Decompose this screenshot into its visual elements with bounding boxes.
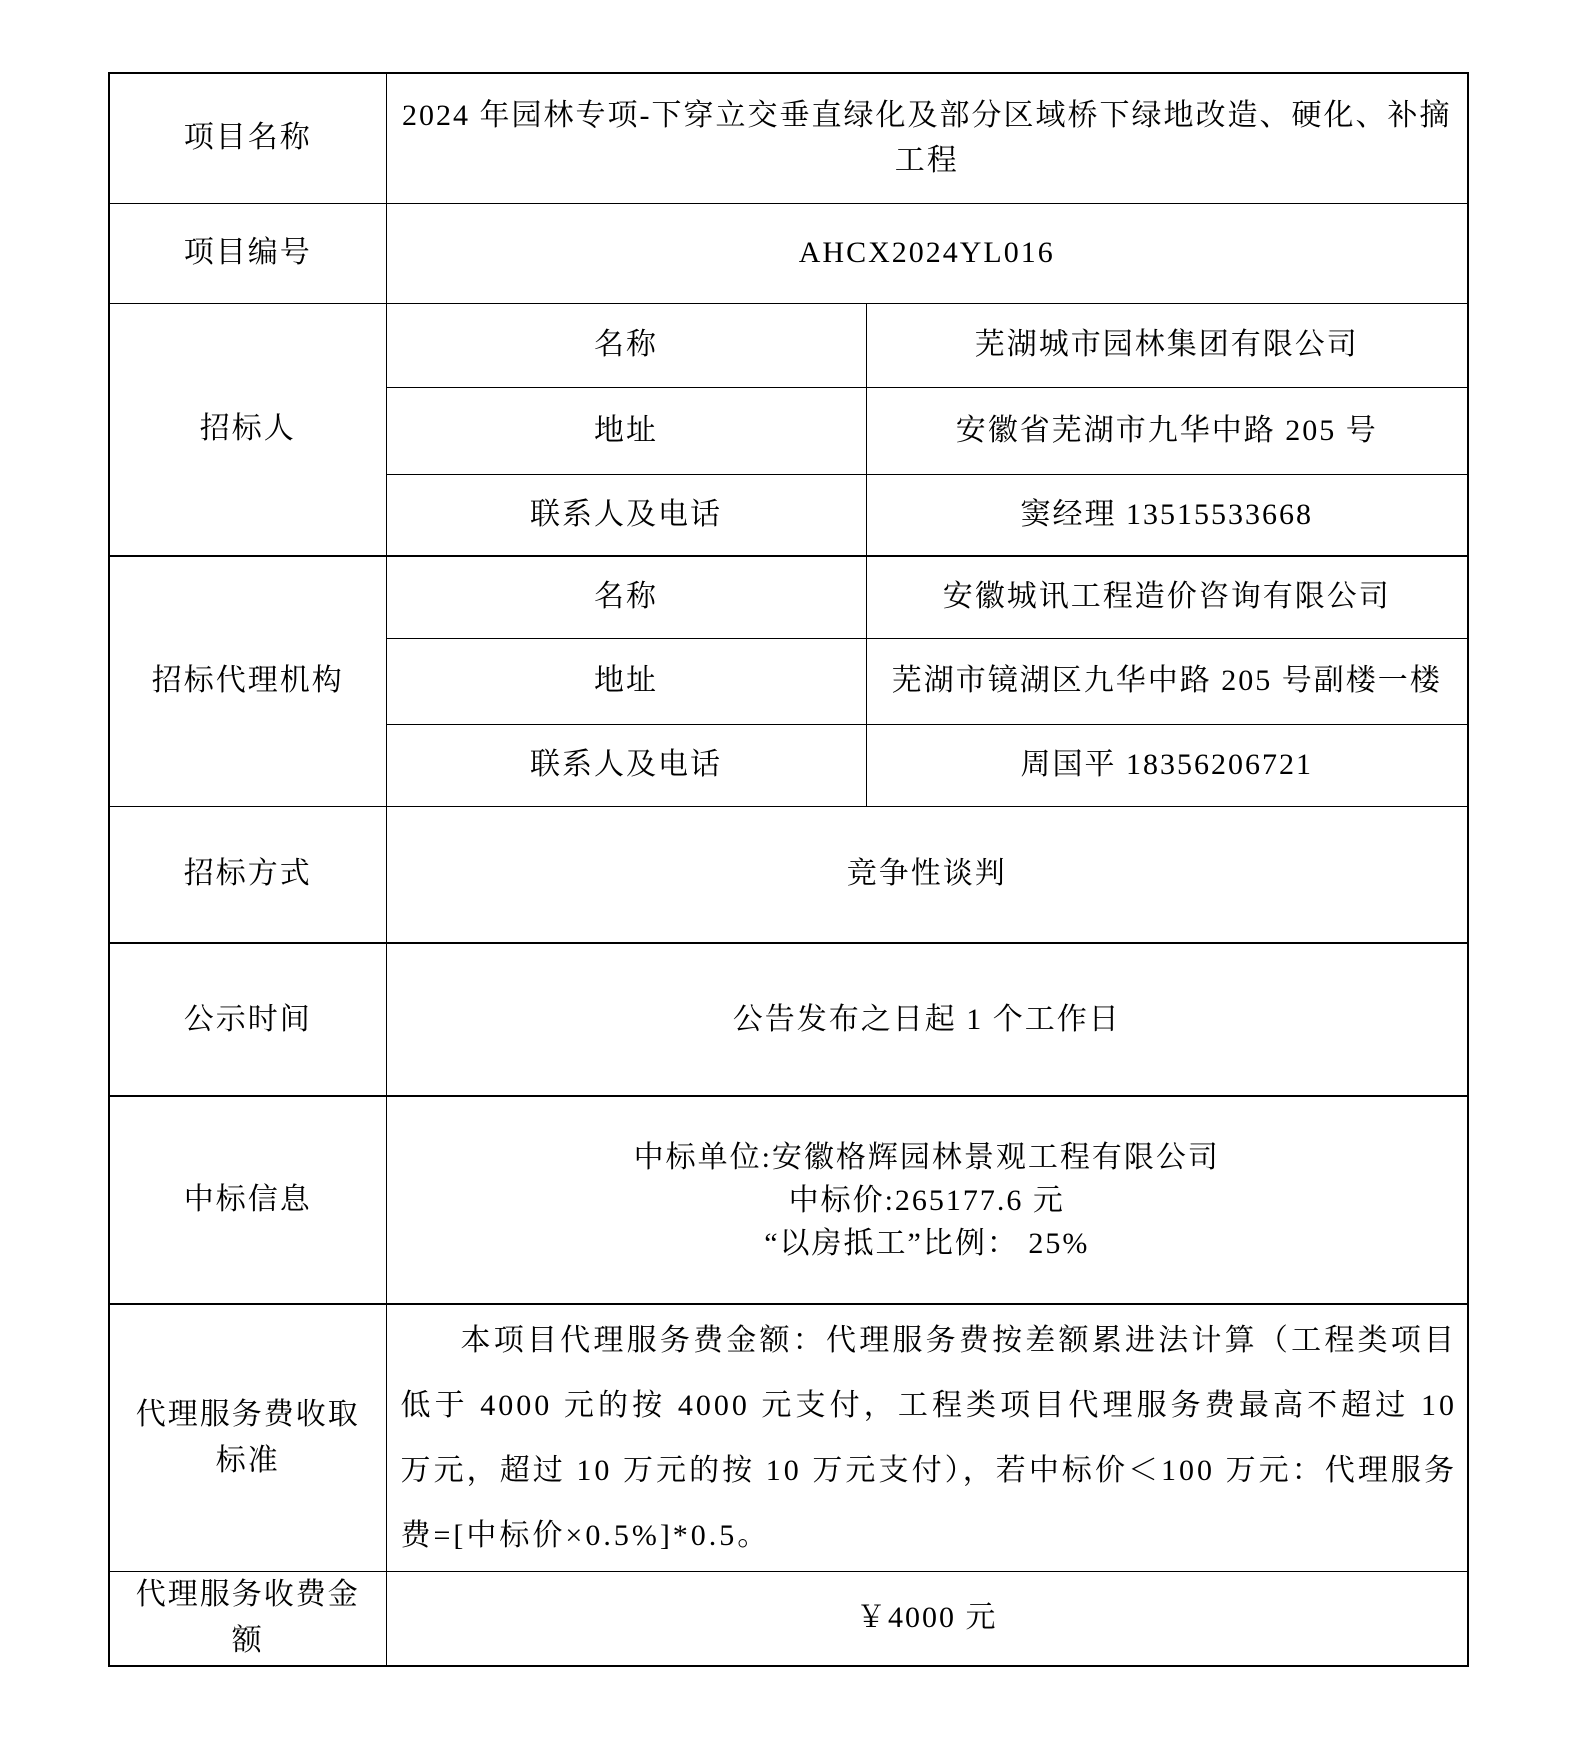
fee-amount-value: ￥4000 元 — [386, 1571, 1468, 1666]
agency-address-value: 芜湖市镜湖区九华中路 205 号副楼一楼 — [866, 638, 1468, 724]
award-info — [386, 1096, 1468, 1304]
row-method — [109, 806, 1468, 943]
agency-name-value: 安徽城讯工程造价咨询有限公司 — [866, 556, 1468, 638]
row-project-name — [109, 73, 1468, 203]
award-price-line: 中标价:265177.6 元 — [788, 1183, 1065, 1217]
row-project-no — [109, 203, 1468, 303]
fee-amount-label: 代理服务收费金额 — [109, 1571, 386, 1666]
tenderer-contact-value: 窦经理 13515533668 — [866, 474, 1468, 556]
agency-address-label: 地址 — [386, 638, 866, 724]
tenderer-label: 招标人 — [109, 303, 386, 556]
fee-standard-label: 代理服务费收取标准 — [109, 1304, 386, 1571]
row-tenderer-name — [109, 303, 1468, 387]
award-ratio-line: “以房抵工”比例： 25% — [764, 1226, 1090, 1260]
method-label: 招标方式 — [109, 806, 386, 943]
tenderer-name-value: 芜湖城市园林集团有限公司 — [866, 303, 1468, 387]
project-name-label: 项目名称 — [109, 73, 386, 203]
row-agency-name — [109, 556, 1468, 638]
row-publicity — [109, 943, 1468, 1096]
award-label: 中标信息 — [109, 1096, 386, 1304]
project-no-label: 项目编号 — [109, 203, 386, 303]
row-fee-standard — [109, 1304, 1468, 1571]
row-fee-amount — [109, 1571, 1468, 1666]
project-no-value: AHCX2024YL016 — [386, 203, 1468, 303]
tenderer-address-value: 安徽省芜湖市九华中路 205 号 — [866, 387, 1468, 474]
tenderer-name-label: 名称 — [386, 303, 866, 387]
publicity-value: 公告发布之日起 1 个工作日 — [386, 943, 1468, 1096]
tender-announcement-table — [108, 72, 1469, 1667]
project-name-value: 2024 年园林专项-下穿立交垂直绿化及部分区域桥下绿地改造、硬化、补摘工程 — [386, 73, 1468, 203]
tenderer-address-label: 地址 — [386, 387, 866, 474]
row-award — [109, 1096, 1468, 1304]
agency-name-label: 名称 — [386, 556, 866, 638]
agency-contact-value: 周国平 18356206721 — [866, 724, 1468, 806]
award-winner-line: 中标单位:安徽格辉园林景观工程有限公司 — [633, 1140, 1220, 1174]
fee-standard-value: 本项目代理服务费金额：代理服务费按差额累进法计算（工程类项目低于 4000 元的按 4000 元支付，工程类项目代理服务费最高不超过 10 万元，超过 10 万元的按 10 万元支付），若中标价＜100 万元：代理服务费=[中标价×0.5%]*0.5。 — [386, 1304, 1468, 1571]
method-value: 竞争性谈判 — [386, 806, 1468, 943]
agency-contact-label: 联系人及电话 — [386, 724, 866, 806]
tenderer-contact-label: 联系人及电话 — [386, 474, 866, 556]
agency-label: 招标代理机构 — [109, 556, 386, 806]
publicity-label: 公示时间 — [109, 943, 386, 1096]
